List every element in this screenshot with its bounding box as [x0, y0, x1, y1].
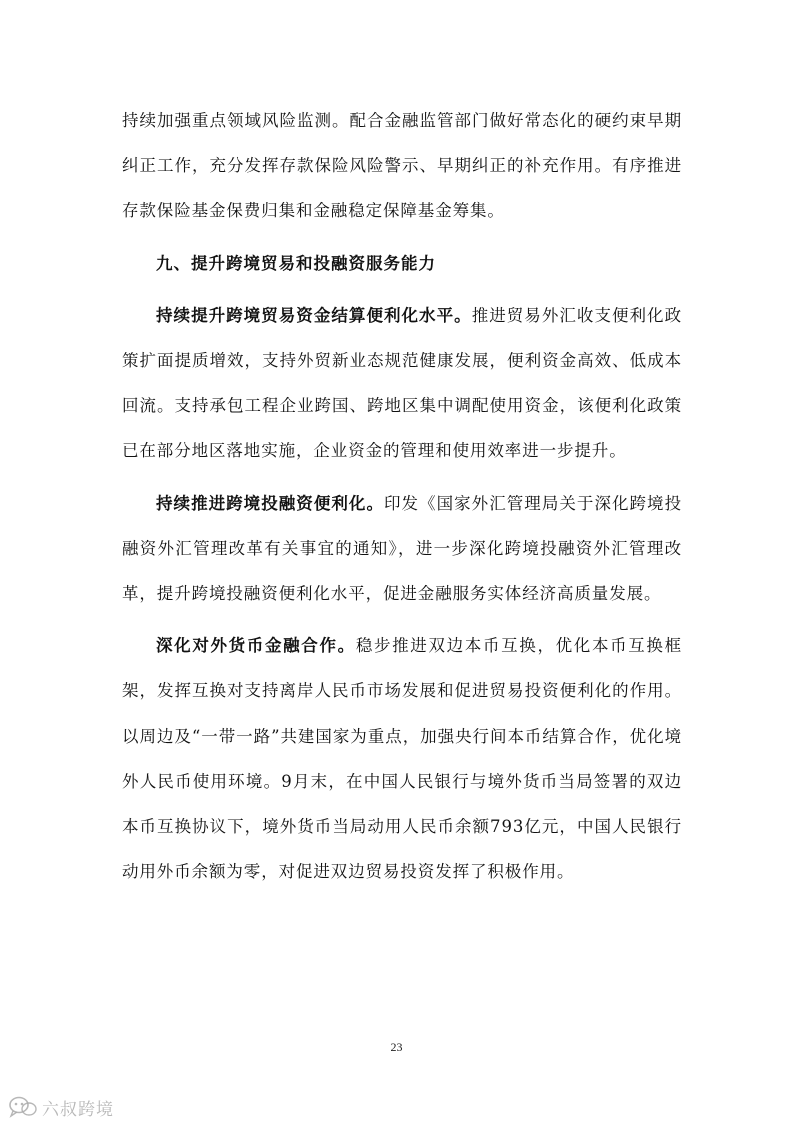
paragraph-text: 印发《国家外汇管理局关于深化跨境投融资外汇管理改革有关事宜的通知》，进一步深化跨境投融资外汇管理改革，提升跨境投融资便利化水平，促进金融服务实体经济高质量发展。: [122, 493, 682, 604]
document-body: [122, 98, 682, 894]
paragraph-currency-cooperation: [122, 623, 682, 894]
paragraph-text: 稳步推进双边本币互换，优化本币互换框架，发挥互换对支持离岸人民币市场发展和促进贸易投资便利化的作用。以周边及“一带一路”共建国家为重点，加强央行间本币结算合作，优化境外人民币使用环境。9月末，在中国人民银行与境外货币当局签署的双边本币互换协议下，境外货币当局动用人民币余额793亿元，中国人民银行动用外币余额为零，对促进双边贸易投资发挥了积极作用。: [122, 636, 682, 882]
paragraph-text: 持续加强重点领域风险监测。配合金融监管部门做好常态化的硬约束早期纠正工作，充分发挥存款保险风险警示、早期纠正的补充作用。有序推进存款保险基金保费归集和金融稳定保障基金筹集。: [122, 111, 682, 221]
paragraph-lead: 持续提升跨境贸易资金结算便利化水平。: [156, 305, 472, 325]
watermark-text: 六叔跨境: [42, 1099, 114, 1120]
wechat-logo-icon: [8, 1095, 38, 1119]
paragraph-trade-settlement: [122, 293, 682, 474]
paragraph-risk-monitoring: [122, 98, 682, 234]
paragraph-lead: 持续推进跨境投融资便利化。: [156, 493, 384, 513]
section-heading: 九、提升跨境贸易和投融资服务能力: [156, 253, 436, 273]
page-number: 23: [390, 1040, 403, 1054]
watermark: [8, 1094, 114, 1120]
paragraph-lead: 深化对外货币金融合作。: [156, 636, 356, 656]
paragraph-investment-financing: [122, 481, 682, 617]
paragraph-text: 推进贸易外汇收支便利化政策扩面提质增效，支持外贸新业态规范健康发展，便利资金高效、低成本回流。支持承包工程企业跨国、跨地区集中调配使用资金，该便利化政策已在部分地区落地实施，企业资金的管理和使用效率进一步提升。: [122, 305, 682, 461]
